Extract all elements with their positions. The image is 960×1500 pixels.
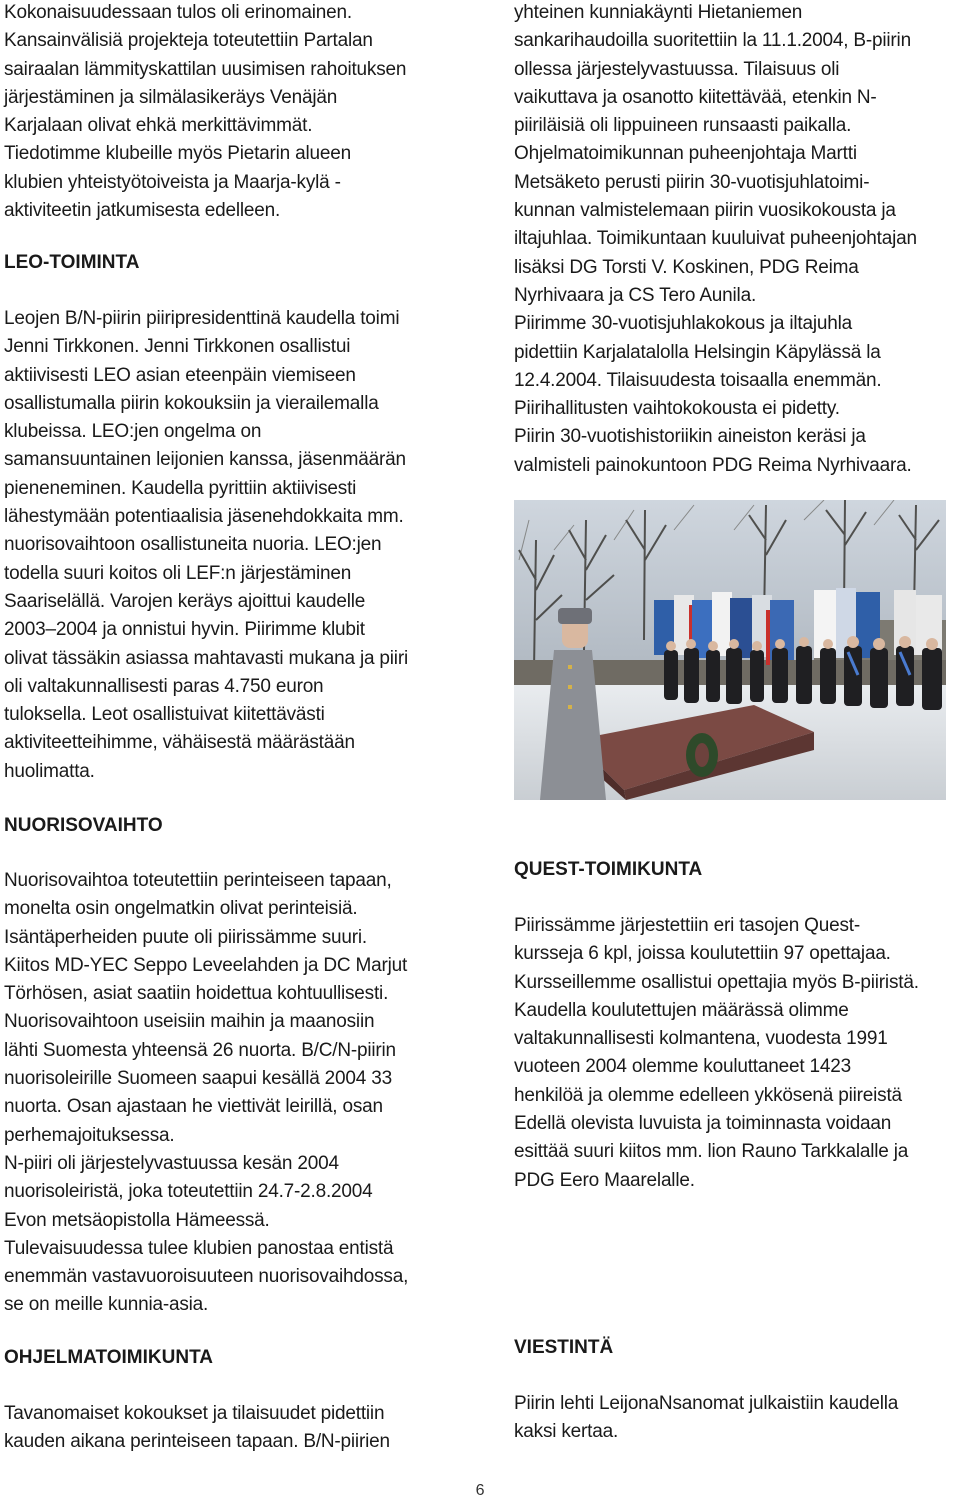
text-line: ollessa järjestelyvastuussa. Tilaisuus oli <box>514 58 840 80</box>
text-line: samansuuntainen leijonien kanssa, jäsenmäärän <box>4 449 406 471</box>
text-line: huolimatta. <box>4 760 95 782</box>
text-line: Kansainvälisiä projekteja toteutettiin Partalan <box>4 30 373 52</box>
text-line: pieneneminen. Kaudella pyrittiin aktiivisesti <box>4 477 357 499</box>
page-number: 6 <box>475 1482 485 1499</box>
text-line: lähestymään potentiaalisia jäsenehdokkaita mm. <box>4 506 404 528</box>
ohjelmatoimikunta-heading: OHJELMATOIMIKUNTA <box>4 1347 213 1368</box>
text-line: Saariselällä. Varojen keräys ajoittui kaudelle <box>4 590 366 612</box>
text-line: kaksi kertaa. <box>514 1421 619 1443</box>
text-line: kursseja 6 kpl, joissa koulutettiin 97 opettajaa. <box>514 943 891 965</box>
text-line: osallistumalla piirin kokouksiin ja vierailemalla <box>4 392 379 414</box>
text-line: vaikuttava ja osanotto kiitettävää, etenkin N- <box>514 86 877 108</box>
ceremony-photo-illustration <box>514 500 946 800</box>
viestinta-heading: VIESTINTÄ <box>514 1337 614 1358</box>
text-line: Metsäketo perusti piirin 30-vuotisjuhlatoimi- <box>514 171 870 193</box>
leo-heading: LEO-TOIMINTA <box>4 252 140 273</box>
text-line: aktiivisesti LEO asian eteenpäin viemiseen <box>4 364 356 386</box>
text-line: monelta osin ongelmatkin olivat perinteisiä. <box>4 898 358 920</box>
quest-paragraph <box>514 912 960 1195</box>
text-line: Kokonaisuudessaan tulos oli erinomainen. <box>4 2 352 23</box>
nuorisovaihto-paragraph <box>4 867 474 1320</box>
text-line: aktiviteetin jatkumisesta edelleen. <box>4 200 281 222</box>
text-line: Kursseillemme osallistui opettajia myös B-piiristä. <box>514 971 919 993</box>
text-line: sairaalan lämmityskattilan uusimisen rahoituksen <box>4 58 407 80</box>
text-line: esittää suuri kiitos mm. lion Rauno Tarkkalalle ja <box>514 1141 909 1163</box>
ceremony-photo <box>514 500 946 800</box>
text-line: piiriläisiä oli lippuineen runsaasti paikalla. <box>514 115 852 137</box>
text-line: Jenni Tirkkonen. Jenni Tirkkonen osallistui <box>4 336 351 358</box>
text-line: Kiitos MD-YEC Seppo Leveelahden ja DC Marjut <box>4 954 408 976</box>
text-line: 2003–2004 ja onnistui hyvin. Piirimme klubit <box>4 619 365 641</box>
text-line: Kaudella koulutettujen määrässä olimme <box>514 999 849 1021</box>
text-line: Nuorisovaihtoon useisiin maihin ja maanosiin <box>4 1011 375 1033</box>
leo-paragraph <box>4 305 474 786</box>
text-line: Evon metsäopistolla Hämeessä. <box>4 1209 270 1231</box>
text-line: yhteinen kunniakäynti Hietaniemen <box>514 2 803 23</box>
text-line: Ohjelmatoimikunnan puheenjohtaja Martti <box>514 143 857 165</box>
text-line: PDG Eero Maarelalle. <box>514 1169 695 1191</box>
text-line: perhemajoituksessa. <box>4 1124 175 1146</box>
text-line: vuoteen 2004 olemme kouluttaneet 1423 <box>514 1056 851 1078</box>
text-line: Edellä olevista luvuista ja toiminnasta voidaan <box>514 1113 892 1135</box>
text-line: Piirissämme järjestettiin eri tasojen Quest- <box>514 915 860 936</box>
text-line: valtakunnallisesti kolmantena, vuodesta 1991 <box>514 1028 888 1050</box>
text-line: Nuorisovaihtoa toteutettiin perinteiseen tapaan, <box>4 870 392 891</box>
text-line: todella suuri koitos oli LEF:n järjestäminen <box>4 562 352 584</box>
text-line: oli valtakunnallisesti paras 4.750 euron <box>4 675 324 697</box>
viestinta-paragraph <box>514 1390 960 1447</box>
text-line: aktiviteetteihimme, vähäisestä määrästään <box>4 732 355 754</box>
text-line: pidettiin Karjalatalolla Helsingin Käpylässä la <box>514 341 881 363</box>
text-line: kauden aikana perinteiseen tapaan. B/N-piirien <box>4 1431 390 1453</box>
text-line: Karjalaan olivat ehkä merkittävimmät. <box>4 115 313 137</box>
quest-heading: QUEST-TOIMIKUNTA <box>514 859 703 880</box>
text-line: klubien yhteistyötoiveista ja Maarja-kylä - <box>4 171 341 193</box>
text-line: Nyrhivaara ja CS Tero Aunila. <box>514 284 757 306</box>
text-line: Leojen B/N-piirin piiripresidenttinä kaudella toimi <box>4 308 400 329</box>
text-line: sankarihaudoilla suoritettiin la 11.1.2004, B-piirin <box>514 30 911 52</box>
text-line: Tulevaisuudessa tulee klubien panostaa entistä <box>4 1237 394 1259</box>
text-line: N-piiri oli järjestelyvastuussa kesän 2004 <box>4 1152 339 1174</box>
text-line: kunnan valmistelemaan piirin vuosikokousta ja <box>514 200 896 222</box>
text-line: klubeissa. LEO:jen ongelma on <box>4 421 262 443</box>
text-line: nuorisoleirille Suomeen saapui kesällä 2004 33 <box>4 1068 392 1090</box>
text-line: iltajuhlaa. Toimikuntaan kuuluivat puheenjohtajan <box>514 228 917 250</box>
ohjelmatoimikunta-continued-paragraph <box>514 0 960 480</box>
text-line: Törhösen, asiat saatiin hoidettua kohtuullisesti. <box>4 983 389 1005</box>
text-line: lähti Suomesta yhteensä 26 nuorta. B/C/N-piirin <box>4 1039 396 1061</box>
text-line: Piirin lehti LeijonaNsanomat julkaistiin kaudella <box>514 1393 899 1414</box>
text-line: valmisteli painokuntoon PDG Reima Nyrhivaara. <box>514 454 912 476</box>
text-line: 12.4.2004. Tilaisuudesta toisaalla enemmän. <box>514 369 882 391</box>
text-line: lisäksi DG Torsti V. Koskinen, PDG Reima <box>514 256 859 278</box>
text-line: tuloksella. Leot osallistuivat kiitettävästi <box>4 704 325 726</box>
text-line: henkilöä ja olemme edelleen ykkösenä piireistä <box>514 1084 902 1106</box>
ohjelmatoimikunta-paragraph <box>4 1400 474 1457</box>
text-line: enemmän vastavuoroisuuteen nuorisovaihdossa, <box>4 1266 409 1288</box>
intro-paragraph <box>4 0 474 225</box>
text-line: Tavanomaiset kokoukset ja tilaisuudet pidettiin <box>4 1403 385 1424</box>
text-line: se on meille kunnia-asia. <box>4 1294 209 1316</box>
text-line: Isäntäperheiden puute oli piirissämme suuri. <box>4 926 367 948</box>
text-line: nuorisoleiristä, joka toteutettiin 24.7-2.8.2004 <box>4 1181 373 1203</box>
text-line: Piirihallitusten vaihtokokousta ei pidetty. <box>514 398 840 420</box>
nuorisovaihto-heading: NUORISOVAIHTO <box>4 815 163 836</box>
text-line: nuorta. Osan ajastaan he viettivät leirillä, osan <box>4 1096 383 1118</box>
text-line: järjestäminen ja silmälasikeräys Venäjän <box>4 86 338 108</box>
text-line: Tiedotimme klubeille myös Pietarin alueen <box>4 143 351 165</box>
text-line: olivat tässäkin asiassa mahtavasti mukana ja piiri <box>4 647 408 669</box>
text-line: nuorisovaihtoon osallistuneita nuoria. LEO:jen <box>4 534 382 556</box>
text-line: Piirimme 30-vuotisjuhlakokous ja iltajuhla <box>514 313 852 335</box>
text-line: Piirin 30-vuotishistoriikin aineiston keräsi ja <box>514 426 866 448</box>
